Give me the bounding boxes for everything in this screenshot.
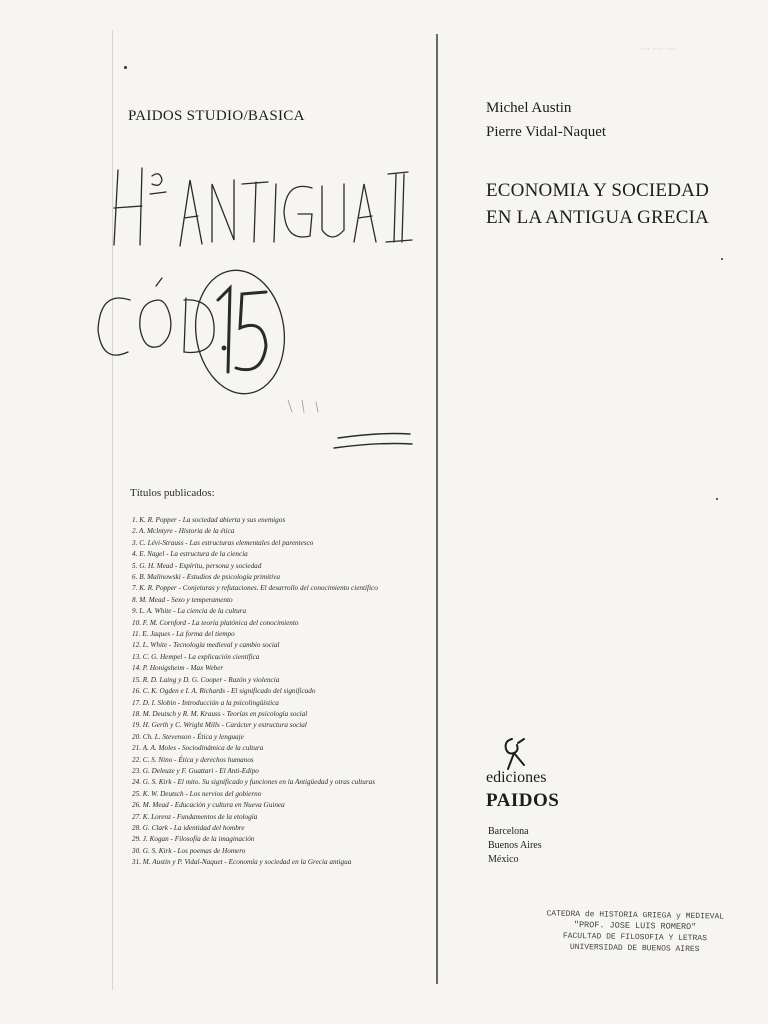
list-item: 4. E. Nagel - La estructura de la ciencia bbox=[132, 550, 248, 559]
ink-speck bbox=[721, 258, 723, 260]
list-item: 18. M. Deutsch y R. M. Krauss - Teorías en psicología social bbox=[132, 709, 308, 718]
list-item: 20. Ch. L. Stevenson - Ética y lenguaje bbox=[132, 732, 244, 741]
list-item: 13. C. G. Hempel - La explicación científica bbox=[132, 652, 260, 661]
list-item: 17. D. I. Slobin - Introducción a la psicolingüística bbox=[132, 698, 279, 707]
author-name: Pierre Vidal-Naquet bbox=[486, 124, 607, 140]
list-item: 22. C. S. Nino - Ética y derechos humanos bbox=[132, 755, 254, 764]
list-item: 29. J. Kogan - Filosofía de la imaginación bbox=[132, 835, 255, 844]
list-item: 16. C. K. Ogden e I. A. Richards - El significado del significado bbox=[132, 687, 316, 696]
book-title: EN LA ANTIGUA GRECIA bbox=[486, 207, 710, 228]
list-item: 23. G. Deleuze y F. Guattari - El Anti-Edipo bbox=[132, 766, 259, 775]
list-item: 12. L. White - Tecnología medieval y cambio social bbox=[132, 641, 280, 650]
list-item: 21. A. A. Moles - Sociodinámica de la cultura bbox=[132, 744, 264, 753]
handwritten-annotation bbox=[90, 150, 430, 480]
list-item: 24. G. S. Kirk - El mito. Su significado y funciones en la Antigüedad y otras culturas bbox=[132, 778, 376, 787]
list-item: 5. G. H. Mead - Espíritu, persona y sociedad bbox=[132, 561, 262, 570]
list-item: 28. G. Clark - La identidad del hombre bbox=[132, 823, 245, 832]
book-title: ECONOMIA Y SOCIEDAD bbox=[486, 180, 710, 201]
stamp-line: FACULTAD DE FILOSOFIA Y LETRAS bbox=[562, 931, 707, 944]
list-item: 30. G. S. Kirk - Los poemas de Homero bbox=[132, 846, 246, 855]
list-item: 6. B. Malinowski - Estudios de psicología primitiva bbox=[132, 573, 280, 582]
publisher-cities bbox=[488, 825, 542, 867]
list-item: 31. M. Austin y P. Vidal-Naquet - Economía y sociedad en la Grecia antigua bbox=[132, 858, 352, 867]
titles-heading: Títulos publicados: bbox=[130, 487, 215, 499]
city: México bbox=[488, 854, 519, 865]
list-item: 2. A. Mclntyre - Historia de la ética bbox=[132, 527, 235, 536]
publisher-logo-icon bbox=[500, 735, 530, 773]
author-name: Michel Austin bbox=[486, 100, 572, 116]
list-item: 9. L. A. White - La ciencia de la cultura bbox=[132, 607, 247, 616]
list-item: 7. K. R. Popper - Conjeturas y refutaciones. El desarrollo del conocimiento científico bbox=[132, 584, 378, 593]
list-item: 19. H. Gerth y C. Wright Mills - Carácter y estructura social bbox=[132, 721, 307, 730]
page-gutter bbox=[436, 34, 438, 984]
ink-speck bbox=[124, 66, 127, 69]
list-item: 3. C. Lévi-Strauss - Las estructuras elementales del parentesco bbox=[132, 538, 314, 547]
list-item: 27. K. Lorenz - Fundamentos de la etología bbox=[132, 812, 258, 821]
stamp-line: "PROF. JOSE LUIS ROMERO" bbox=[573, 919, 697, 933]
list-item: 25. K. W. Deutsch - Los nervios del gobierno bbox=[132, 789, 262, 798]
published-titles-list bbox=[132, 515, 432, 869]
city: Barcelona bbox=[488, 826, 529, 837]
faint-corner-mark: ⋯ ⋯ ⋯ bbox=[640, 44, 676, 55]
library-stamp bbox=[540, 908, 731, 955]
list-item: 11. E. Jaques - La forma del tiempo bbox=[132, 630, 235, 639]
ink-speck bbox=[716, 498, 718, 500]
stamp-line: UNIVERSIDAD DE BUENOS AIRES bbox=[569, 942, 700, 955]
list-item: 14. P. Honigsheim - Max Weber bbox=[132, 664, 224, 673]
list-item: 26. M. Mead - Educación y cultura en Nueva Guinea bbox=[132, 801, 285, 810]
list-item: 15. R. D. Laing y D. G. Cooper - Razón y violencia bbox=[132, 675, 280, 684]
city: Buenos Aires bbox=[488, 840, 542, 851]
series-name: PAIDOS STUDIO/BASICA bbox=[128, 108, 305, 124]
publisher-name: PAIDOS bbox=[486, 790, 560, 811]
list-item: 1. K. R. Popper - La sociedad abierta y sus enemigos bbox=[132, 516, 286, 524]
stamp-line: CATEDRA de HISTORIA GRIEGA y MEDIEVAL bbox=[546, 909, 725, 922]
publisher-label: ediciones bbox=[486, 769, 547, 786]
list-item: 8. M. Mead - Sexo y temperamento bbox=[132, 595, 233, 604]
list-item: 10. F. M. Cornford - La teoría platónica del conocimiento bbox=[132, 618, 299, 627]
